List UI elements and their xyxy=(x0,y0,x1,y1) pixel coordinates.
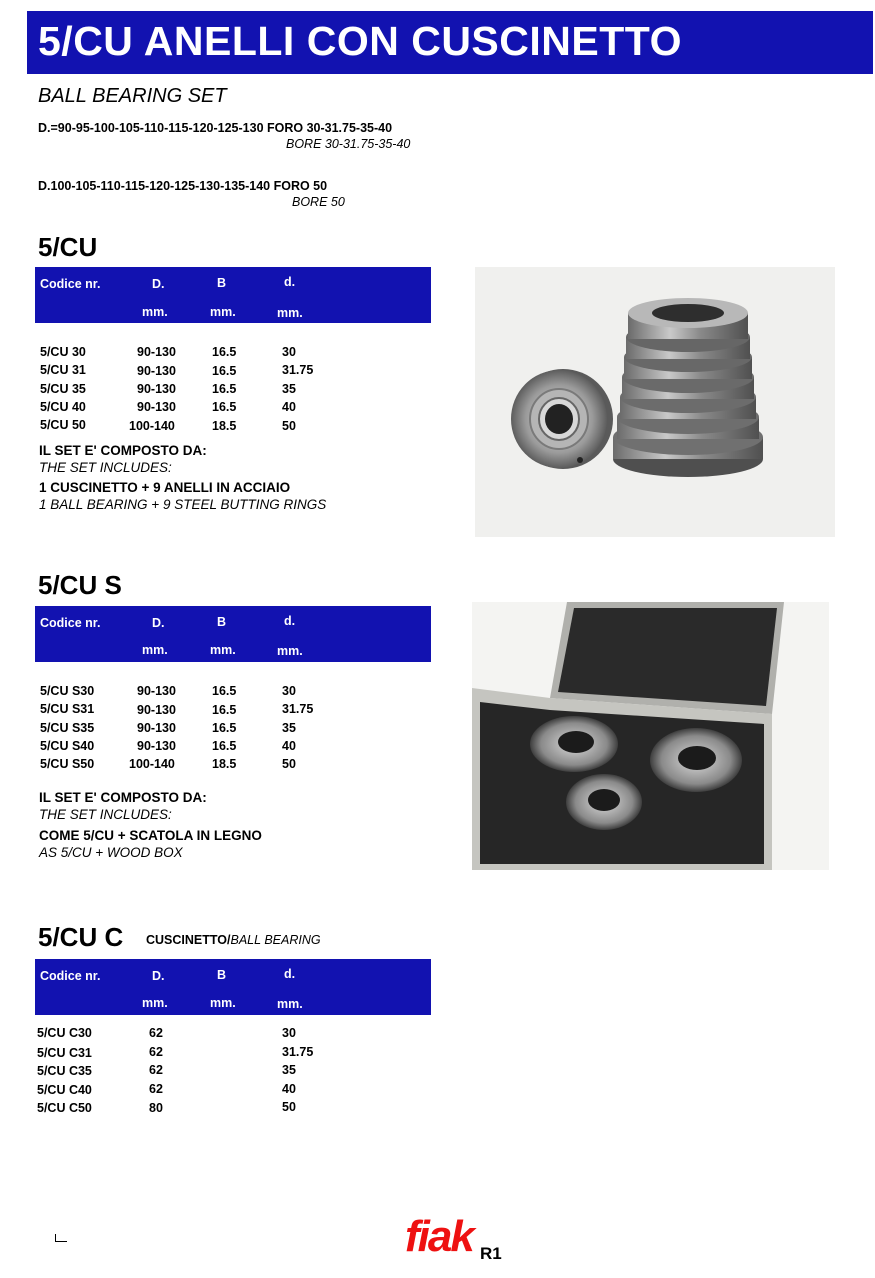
set-includes-title: IL SET E' COMPOSTO DA: xyxy=(39,790,207,805)
caption-italic: BALL BEARING xyxy=(230,933,321,947)
cell-code: 5/CU C31 xyxy=(37,1046,92,1060)
cell-code: 5/CU 35 xyxy=(40,382,86,396)
section-caption xyxy=(146,933,321,947)
cell-d: 30 xyxy=(282,684,296,698)
cell-D: 90-130 xyxy=(137,721,176,735)
cell-code: 5/CU S50 xyxy=(40,757,95,771)
header-unit-B: mm. xyxy=(210,996,236,1010)
header-unit-D: mm. xyxy=(142,305,168,319)
cell-d: 40 xyxy=(282,1082,296,1096)
wood-box-illustration xyxy=(472,602,829,870)
cell-d: 40 xyxy=(282,739,296,753)
header-unit-D: mm. xyxy=(142,643,168,657)
cell-B: 16.5 xyxy=(212,703,237,717)
table-header-5cu xyxy=(35,267,431,323)
cell-D: 100-140 xyxy=(129,419,175,433)
header-code: Codice nr. xyxy=(40,969,101,983)
bearing-set-photo xyxy=(475,267,835,537)
header-D: D. xyxy=(152,616,165,630)
header-B: B xyxy=(217,276,227,290)
page-title: 5/CU ANELLI CON CUSCINETTO xyxy=(38,18,682,64)
header-code: Codice nr. xyxy=(40,616,101,630)
header-unit-D: mm. xyxy=(142,996,168,1010)
cell-B: 16.5 xyxy=(212,721,237,735)
header-code: Codice nr. xyxy=(40,277,101,291)
cell-D: 90-130 xyxy=(137,382,176,396)
cell-D: 90-130 xyxy=(137,400,176,414)
cell-d: 40 xyxy=(282,400,296,414)
set-includes-title-en: THE SET INCLUDES: xyxy=(39,807,172,822)
section-title-5cu: 5/CU xyxy=(38,232,98,262)
cell-code: 5/CU 40 xyxy=(40,400,86,414)
cell-B: 18.5 xyxy=(212,419,237,433)
cell-D: 90-130 xyxy=(137,703,176,717)
header-unit-d: mm. xyxy=(277,997,303,1011)
corner-mark xyxy=(55,1234,67,1242)
cell-code: 5/CU S40 xyxy=(40,739,95,753)
caption-bold: CUSCINETTO/ xyxy=(146,933,231,947)
spec-line-1-en: BORE 30-31.75-35-40 xyxy=(286,137,411,151)
cell-D: 90-130 xyxy=(137,684,176,698)
cell-B: 16.5 xyxy=(212,400,237,414)
cell-code: 5/CU C40 xyxy=(37,1083,92,1097)
set-includes-title-en: THE SET INCLUDES: xyxy=(39,460,172,475)
cell-code: 5/CU S30 xyxy=(40,684,95,698)
header-D: D. xyxy=(152,277,165,291)
cell-d: 31.75 xyxy=(282,363,314,377)
cell-d: 50 xyxy=(282,757,296,771)
cell-B: 16.5 xyxy=(212,684,237,698)
cell-d: 31.75 xyxy=(282,702,314,716)
table-header-5cu-c xyxy=(35,959,431,1015)
cell-B: 16.5 xyxy=(212,739,237,753)
cell-d: 30 xyxy=(282,1026,296,1040)
section-title-5cu-s: 5/CU S xyxy=(38,570,122,600)
cell-d: 50 xyxy=(282,419,296,433)
wood-box-photo xyxy=(472,602,829,870)
spec-line-1: D.=90-95-100-105-110-115-120-125-130 FORO 30-31.75-35-40 xyxy=(38,121,393,135)
header-D: D. xyxy=(152,969,165,983)
cell-B: 16.5 xyxy=(212,345,237,359)
cell-code: 5/CU C50 xyxy=(37,1101,92,1115)
cell-d: 30 xyxy=(282,345,296,359)
cell-B: 16.5 xyxy=(212,364,237,378)
spec-line-2: D.100-105-110-115-120-125-130-135-140 FORO 50 xyxy=(38,179,328,193)
header-d: d. xyxy=(284,967,296,981)
cell-D: 80 xyxy=(149,1101,163,1115)
cell-d: 31.75 xyxy=(282,1045,314,1059)
table-header-5cu-s xyxy=(35,606,431,662)
cell-d: 35 xyxy=(282,382,296,396)
cell-D: 62 xyxy=(149,1026,163,1040)
cell-d: 35 xyxy=(282,721,296,735)
cell-B: 16.5 xyxy=(212,382,237,396)
header-unit-B: mm. xyxy=(210,305,236,319)
cell-code: 5/CU S35 xyxy=(40,721,95,735)
cell-D: 62 xyxy=(149,1082,163,1096)
spec-line-2-en: BORE 50 xyxy=(292,195,345,209)
cell-code: 5/CU S31 xyxy=(40,702,95,716)
header-B: B xyxy=(217,968,227,982)
cell-code: 5/CU C35 xyxy=(37,1064,92,1078)
set-includes-body-en: AS 5/CU + WOOD BOX xyxy=(39,845,183,860)
cell-D: 90-130 xyxy=(137,739,176,753)
cell-D: 100-140 xyxy=(129,757,175,771)
header-unit-d: mm. xyxy=(277,644,303,658)
cell-D: 90-130 xyxy=(137,345,176,359)
cell-D: 62 xyxy=(149,1063,163,1077)
set-includes-body: COME 5/CU + SCATOLA IN LEGNO xyxy=(39,828,262,843)
set-includes-body: 1 CUSCINETTO + 9 ANELLI IN ACCIAIO xyxy=(39,480,291,495)
cell-D: 62 xyxy=(149,1045,163,1059)
cell-B: 18.5 xyxy=(212,757,237,771)
cell-code: 5/CU C30 xyxy=(37,1026,92,1040)
cell-d: 35 xyxy=(282,1063,296,1077)
set-includes-body-en: 1 BALL BEARING + 9 STEEL BUTTING RINGS xyxy=(39,497,327,512)
cell-code: 5/CU 30 xyxy=(40,345,86,359)
bearing-set-illustration xyxy=(475,267,835,537)
page-subtitle: BALL BEARING SET xyxy=(38,85,227,107)
header-unit-B: mm. xyxy=(210,643,236,657)
header-unit-d: mm. xyxy=(277,306,303,320)
fiak-logo: fiak xyxy=(405,1212,473,1261)
header-d: d. xyxy=(284,275,296,289)
header-d: d. xyxy=(284,614,296,628)
revision-label: R1 xyxy=(480,1244,502,1263)
cell-code: 5/CU 31 xyxy=(40,363,86,377)
cell-D: 90-130 xyxy=(137,364,176,378)
header-B: B xyxy=(217,615,227,629)
section-title-5cu-c: 5/CU C xyxy=(38,922,124,952)
cell-code: 5/CU 50 xyxy=(40,418,86,432)
cell-d: 50 xyxy=(282,1100,296,1114)
set-includes-title: IL SET E' COMPOSTO DA: xyxy=(39,443,207,458)
